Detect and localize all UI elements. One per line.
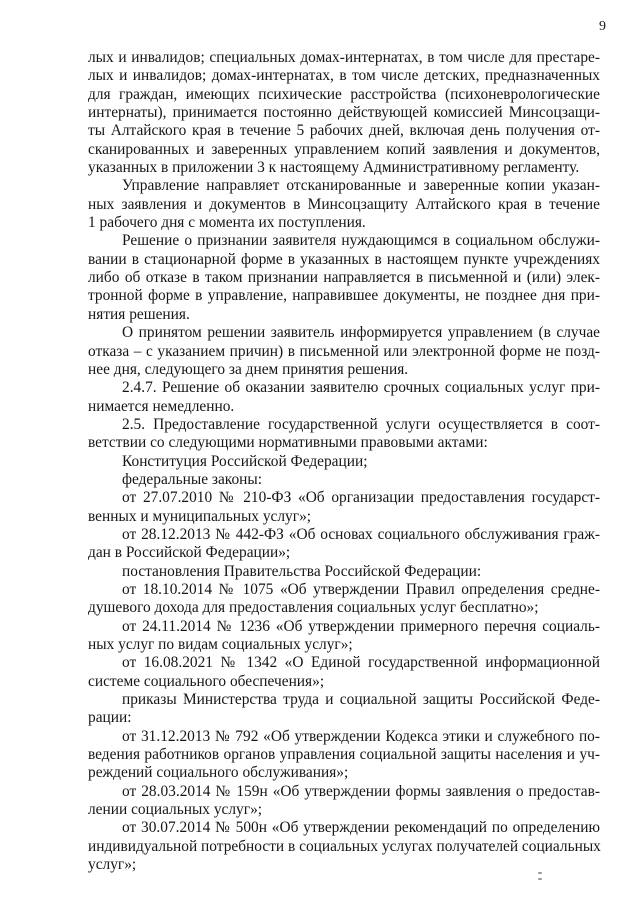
text-line: Решение о признании заявителя нуждающимся в социальном обслужи- [122, 232, 600, 250]
text-line: ведения работников органов управления социальной защиты населения и уч- [88, 746, 600, 763]
text-line: федеральные законы: [122, 470, 263, 488]
text-line: лении социальных услуг»; [88, 801, 263, 818]
text-line: рации: [88, 709, 132, 727]
text-line: тронной форме в управление, направившее документы, не позднее дня при- [88, 287, 600, 305]
text-line: дан в Российской Федерации»; [88, 544, 291, 562]
text-line: либо об отказе в таком признании направляется в письменной и (или) элек- [88, 269, 600, 287]
text-line: системе социального обеспечения»; [88, 672, 325, 690]
text-line: нимается немедленно. [88, 397, 235, 415]
text-line: Конституция Российской Федерации; [122, 452, 368, 470]
text-line: ных заявления и документов в Минсоцзащиту Алтайского края в течение [88, 195, 600, 213]
text-line: от 16.08.2021 № 1342 «О Единой государственной информационной [122, 654, 600, 672]
text-line: лых и инвалидов; домах-интернатах, в том числе детских, предназначенных [88, 67, 600, 85]
text-line: нее дня, следующего за днем принятия решения. [88, 360, 409, 378]
text-line: О принятом решении заявитель информируется управлением (в случае [122, 324, 600, 342]
text-line: отказа – с указанием причин) в письменной или электронной форме не позд- [88, 342, 600, 360]
text-line: от 28.03.2014 № 159н «Об утверждении формы заявления о предостав- [122, 782, 600, 800]
text-line: от 31.12.2013 № 792 «Об утверждении Кодекса этики и служебного по- [122, 727, 600, 745]
text-line: постановления Правительства Российской Федерации: [122, 562, 482, 580]
text-line: для граждан, имеющих психические расстройства (психоневрологические [88, 85, 600, 103]
text-line: приказы Министерства труда и социальной защиты Российской Феде- [122, 690, 600, 708]
text-line: ты Алтайского края в течение 5 рабочих дней, включая день получения от- [88, 122, 600, 140]
text-line: сканированных и заверенных управлением копий заявления и документов, [88, 140, 600, 158]
text-line: указанных в приложении 3 к настоящему Административному регламенту. [88, 159, 580, 176]
text-line: от 28.12.2013 № 442-ФЗ «Об основах социального обслуживания граж- [122, 525, 600, 543]
text-line: интернаты), принимается постоянно действующей комиссией Минсоцзащи- [88, 104, 600, 121]
text-line: ных услуг по видам социальных услуг»; [88, 635, 353, 653]
text-line: вании в стационарной форме в указанных в настоящем пункте учреждениях [88, 250, 600, 268]
text-line: от 24.11.2014 № 1236 «Об утверждении примерного перечня социаль- [122, 617, 600, 635]
text-line: реждений социального обслуживания»; [88, 764, 349, 782]
text-line: от 27.07.2010 № 210-ФЗ «Об организации предоставления государст- [122, 489, 600, 507]
text-line: нятия решения. [88, 305, 190, 323]
text-line: душевого дохода для предоставления социальных услуг бесплатно»; [88, 599, 539, 617]
text-line: индивидуальной потребности в социальных услугах получателей социальных [88, 837, 601, 855]
text-line: венных и муниципальных услуг»; [88, 507, 312, 525]
text-line: 1 рабочего дня с момента их поступления. [88, 214, 366, 232]
text-line: 2.4.7. Решение об оказании заявителю срочных социальных услуг при- [122, 379, 600, 397]
scan-mark [538, 872, 542, 874]
page-number: 9 [599, 19, 606, 34]
text-line: от 18.10.2014 № 1075 «Об утверждении Правил определения средне- [122, 580, 600, 598]
scan-mark [538, 878, 542, 880]
text-line: от 30.07.2014 № 500н «Об утверждении рекомендаций по определению [122, 819, 600, 837]
text-line: Управление направляет отсканированные и заверенные копии указан- [122, 177, 600, 195]
text-line: лых и инвалидов; специальных домах-интернатах, в том числе для престаре- [88, 49, 600, 66]
text-line: услуг»; [88, 856, 137, 873]
text-line: ветствии со следующими нормативными правовыми актами: [88, 434, 488, 452]
text-line: 2.5. Предоставление государственной услуги осуществляется в соот- [122, 415, 600, 433]
